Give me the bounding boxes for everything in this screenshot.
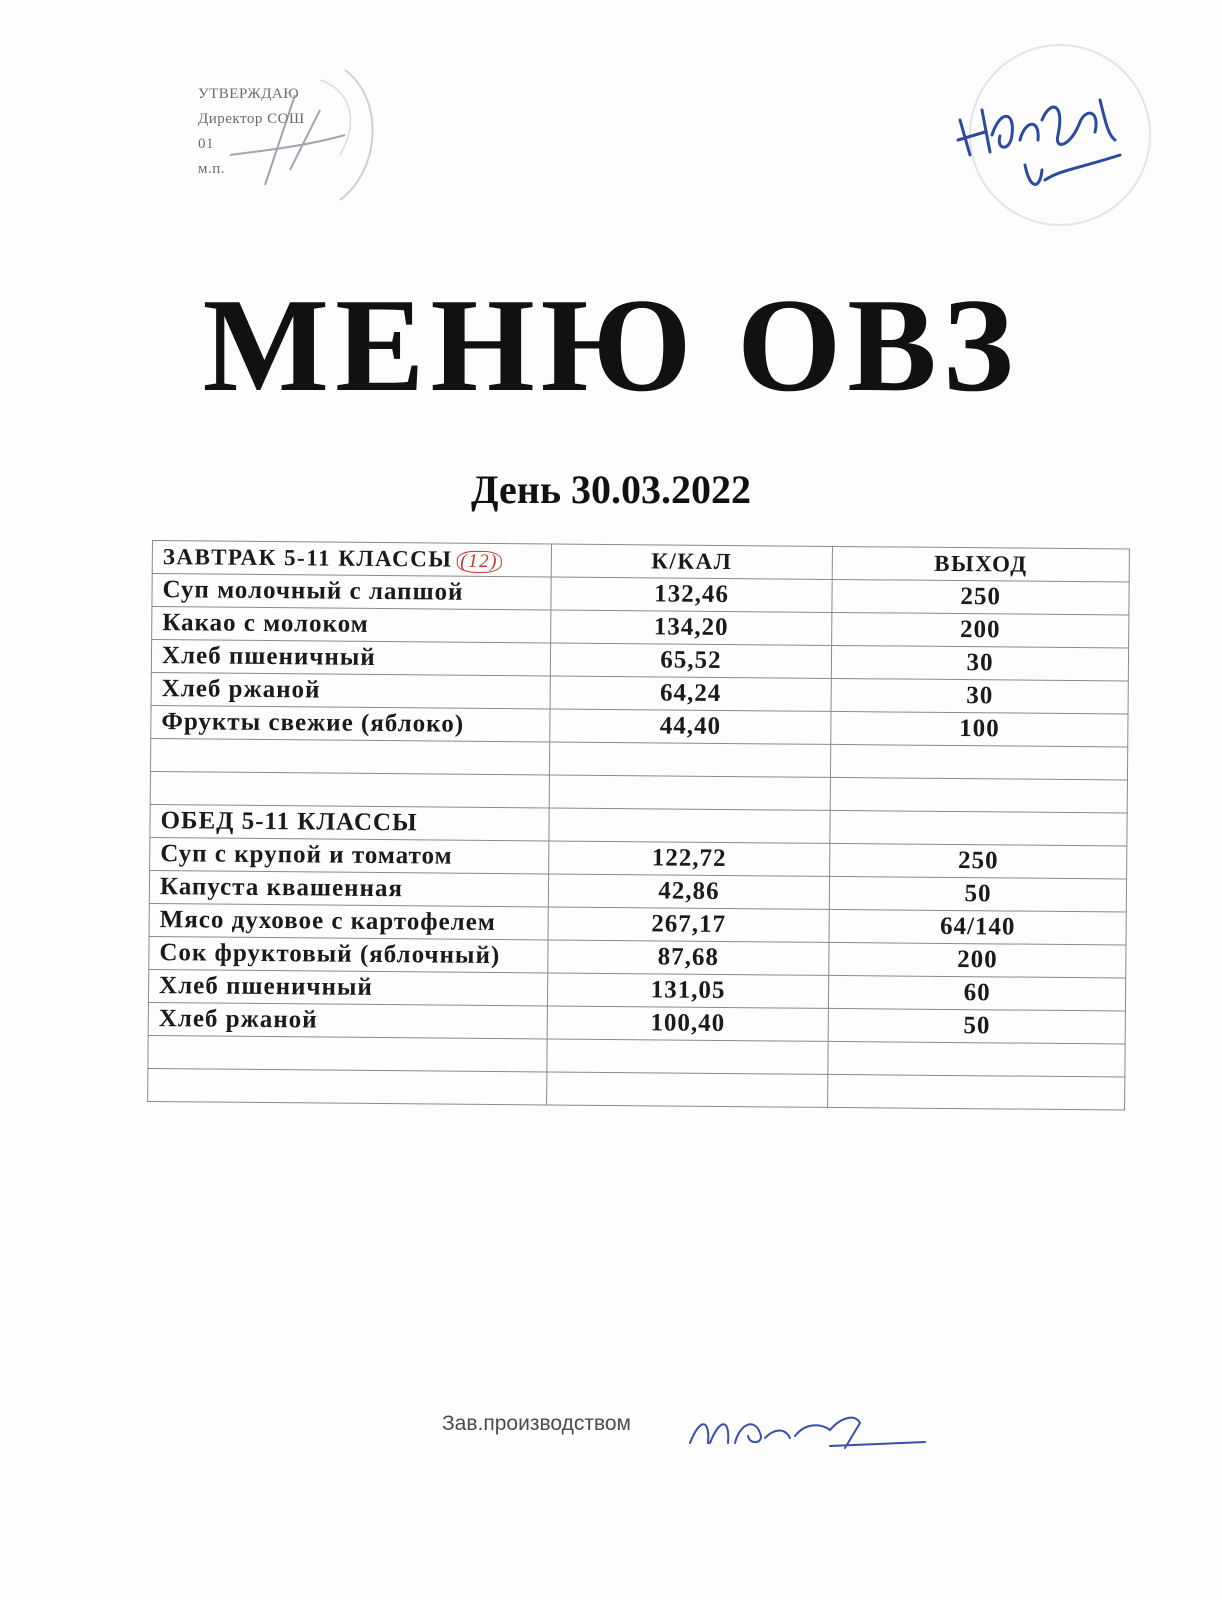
dish-name: Какао с молоком bbox=[152, 607, 551, 643]
dish-kcal: 132,46 bbox=[551, 577, 833, 612]
approval-stamp bbox=[170, 60, 400, 210]
dish-name: Хлеб ржаной bbox=[148, 1002, 547, 1038]
dish-output: 60 bbox=[829, 975, 1126, 1011]
production-manager-signature bbox=[680, 1398, 930, 1458]
dish-name: Капуста квашенная bbox=[149, 870, 548, 906]
header-breakfast bbox=[152, 541, 551, 577]
menu-table bbox=[147, 540, 1130, 1111]
dish-output: 200 bbox=[832, 612, 1129, 648]
dish-name: Хлеб пшеничный bbox=[148, 969, 547, 1005]
dish-kcal: 122,72 bbox=[548, 841, 830, 876]
dish-name: Суп молочный с лапшой bbox=[152, 574, 551, 610]
header-breakfast-label: ЗАВТРАК 5-11 КЛАССЫ bbox=[162, 544, 453, 572]
dish-name: Фрукты свежие (яблоко) bbox=[151, 705, 550, 741]
dish-output: 50 bbox=[830, 876, 1127, 912]
dish-kcal: 100,40 bbox=[547, 1006, 829, 1041]
approval-line-3: 01 bbox=[198, 136, 214, 152]
dish-output: 30 bbox=[832, 645, 1129, 681]
approval-line-1: УТВЕРЖДАЮ bbox=[198, 86, 300, 102]
dish-output: 200 bbox=[829, 942, 1126, 978]
signature-stamp bbox=[930, 40, 1200, 230]
dish-name: Хлеб пшеничный bbox=[151, 640, 550, 676]
header-output: ВЫХОД bbox=[832, 546, 1129, 582]
dish-kcal: 87,68 bbox=[547, 940, 829, 975]
page-title: МЕНЮ ОВЗ bbox=[202, 271, 1020, 419]
dish-kcal: 267,17 bbox=[548, 907, 830, 942]
dish-name: Суп с крупой и томатом bbox=[150, 837, 549, 873]
dish-output: 50 bbox=[828, 1008, 1125, 1044]
dish-output: 30 bbox=[831, 678, 1128, 714]
approval-line-2: Директор СОШ bbox=[198, 111, 305, 127]
dish-kcal: 134,20 bbox=[550, 610, 832, 645]
dish-name: Мясо духовое с картофелем bbox=[149, 903, 548, 939]
production-manager-label: Зав.производством bbox=[442, 1412, 631, 1435]
dish-kcal: 64,24 bbox=[550, 676, 832, 711]
dish-output: 250 bbox=[832, 579, 1129, 615]
dish-kcal: 65,52 bbox=[550, 643, 832, 678]
dish-output: 100 bbox=[831, 711, 1128, 747]
approval-line-4: м.п. bbox=[198, 161, 226, 177]
dish-name: Сок фруктовый (яблочный) bbox=[149, 936, 548, 972]
handwritten-note: (12) bbox=[456, 551, 502, 573]
dish-kcal: 44,40 bbox=[550, 709, 832, 744]
header-kcal: К/КАЛ bbox=[551, 544, 833, 579]
dish-output: 64/140 bbox=[829, 909, 1126, 945]
menu-date: День 30.03.2022 bbox=[471, 467, 751, 512]
dish-name: Хлеб ржаной bbox=[151, 672, 550, 708]
dish-output: 250 bbox=[830, 843, 1127, 879]
dish-kcal: 42,86 bbox=[548, 874, 830, 909]
lunch-section-title: ОБЕД 5-11 КЛАССЫ bbox=[150, 804, 549, 840]
dish-kcal: 131,05 bbox=[547, 973, 829, 1008]
